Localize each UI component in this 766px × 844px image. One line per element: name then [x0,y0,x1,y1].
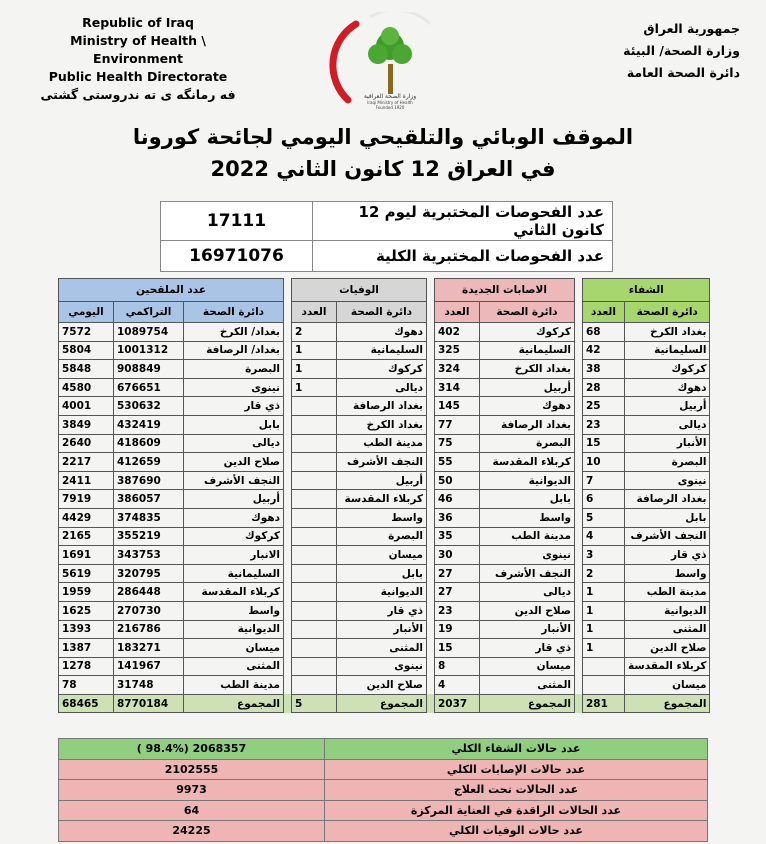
summary-label: عدد حالات الإصابات الكلي [325,759,708,780]
deaths-count-cell [292,453,337,472]
cases-directorate-cell: ديالى [480,583,575,602]
deaths-count-cell [292,657,337,676]
stats-grid [58,278,710,713]
cases-count-cell: 46 [435,490,480,509]
report-subtitle: في العراق 12 كانون الثاني 2022 [210,157,556,181]
cases-count-cell: 19 [435,620,480,639]
cases-directorate-cell: الأنبار [480,620,575,639]
vac-directorate-cell: بغداد/ الكرخ [184,323,284,342]
summary-row [59,759,708,780]
cases-directorate-cell: أربيل [480,378,575,397]
vac-cumulative-cell: 432419 [114,415,184,434]
cases-directorate-cell: كربلاء المقدسة [480,453,575,472]
vac-daily-cell: 4580 [59,378,114,397]
table-row [59,397,710,416]
vac-daily-cell: 4429 [59,508,114,527]
summary-value: 2102555 [59,759,325,780]
header-left-line: Ministry of Health \ Environment [70,33,206,66]
svg-text:وزارة الصحة العراقية: وزارة الصحة العراقية [363,93,417,100]
cases-count-cell: 314 [435,378,480,397]
table-row [59,341,710,360]
recovered-directorate-cell: الأنبار [625,434,710,453]
vac-daily-cell: 2217 [59,453,114,472]
ministry-logo [326,12,456,112]
deaths-count-cell: 2 [292,323,337,342]
vaccinated-header: عدد الملقحين [59,279,284,302]
vac-directorate-cell: ذي قار [184,397,284,416]
vac-cumulative-cell: 676651 [114,378,184,397]
summary-value: 64 [59,800,325,821]
recovered-count-cell: 38 [583,360,625,379]
recovered-directorate-cell: بابل [625,508,710,527]
deaths-count-cell [292,601,337,620]
vac-directorate-cell: كربلاء المقدسة [184,583,284,602]
header-left-line: Republic of Iraq [82,15,194,30]
table-row [59,676,710,695]
deaths-count-cell: 1 [292,378,337,397]
summary-value: 9973 [59,780,325,801]
deaths-count-cell [292,397,337,416]
recovered-directorate-cell: أربيل [625,397,710,416]
vac-cumulative-cell: 386057 [114,490,184,509]
tests-table [160,201,613,272]
recovered-count-cell: 6 [583,490,625,509]
cases-count-cell: 77 [435,415,480,434]
deaths-directorate-cell: السليمانية [337,341,427,360]
deaths-directorate-cell: المثنى [337,639,427,658]
recovered-count-cell: 68 [583,323,625,342]
cases-count-cell: 402 [435,323,480,342]
col-directorate: دائرة الصحة [480,302,575,323]
recovered-directorate-cell: السليمانية [625,341,710,360]
vac-cumulative-cell: 286448 [114,583,184,602]
recovered-directorate-cell: مدينة الطب [625,583,710,602]
vac-cumulative-cell: 418609 [114,434,184,453]
recovered-directorate-cell: بغداد الكرخ [625,323,710,342]
svg-text:Iraqi Ministry of Health: Iraqi Ministry of Health [367,100,413,105]
header-left-line: فه رمانگه ی ته ندروستی گشتی [40,87,236,102]
vac-daily-cell: 7572 [59,323,114,342]
vac-cumulative-cell: 343753 [114,546,184,565]
summary-table [58,738,708,842]
deaths-directorate-cell: كربلاء المقدسة [337,490,427,509]
vac-daily-cell: 78 [59,676,114,695]
cases-count-cell: 325 [435,341,480,360]
table-row [59,546,710,565]
cases-count-cell: 55 [435,453,480,472]
deaths-directorate-cell: ميسان [337,546,427,565]
col-directorate: دائرة الصحة [337,302,427,323]
tests-daily-value: 17111 [161,202,313,241]
recovered-count-cell: 42 [583,341,625,360]
recovered-count-cell: 1 [583,583,625,602]
vac-directorate-cell: بابل [184,415,284,434]
recovered-count-cell: 1 [583,601,625,620]
recovered-count-cell: 4 [583,527,625,546]
recovered-count-cell: 5 [583,508,625,527]
recovered-count-cell: 7 [583,471,625,490]
recovered-directorate-cell: كربلاء المقدسة [625,657,710,676]
recovered-directorate-cell: النجف الأشرف [625,527,710,546]
vac-cumulative-cell: 412659 [114,453,184,472]
table-row [59,583,710,602]
summary-label: عدد حالات الوفيات الكلي [325,821,708,842]
vac-daily-cell: 1959 [59,583,114,602]
vac-directorate-cell: ميسان [184,639,284,658]
vac-directorate-cell: مدينة الطب [184,676,284,695]
deaths-count-cell [292,639,337,658]
table-row [59,471,710,490]
vac-cumulative-cell: 141967 [114,657,184,676]
table-row [59,601,710,620]
vac-directorate-cell: الانبار [184,546,284,565]
deaths-directorate-cell: دهوك [337,323,427,342]
cases-count-cell: 35 [435,527,480,546]
summary-row [59,800,708,821]
sub-header-row [59,302,710,323]
header-right-line: وزارة الصحة/ البيئة [623,43,740,58]
recovered-directorate-cell: البصرة [625,453,710,472]
vac-cumulative-cell: 530632 [114,397,184,416]
vac-cumulative-cell: 320795 [114,564,184,583]
deaths-count-cell: 1 [292,341,337,360]
cases-directorate-cell: المثنى [480,676,575,695]
recovered-count-cell: 23 [583,415,625,434]
deaths-directorate-cell: واسط [337,508,427,527]
vac-directorate-cell: دهوك [184,508,284,527]
recovered-directorate-cell: دهوك [625,378,710,397]
total-label: المجموع [625,694,710,713]
vac-directorate-cell: واسط [184,601,284,620]
vac-daily-cell: 1625 [59,601,114,620]
col-directorate: دائرة الصحة [184,302,284,323]
tests-daily-row [161,202,613,241]
vac-daily-cell: 2165 [59,527,114,546]
vac-daily-cell: 3849 [59,415,114,434]
tests-daily-label: عدد الفحوصات المختبرية ليوم 12 كانون الثاني [313,202,613,241]
vac-daily-cell: 1691 [59,546,114,565]
recovered-count-cell: 3 [583,546,625,565]
vac-cumulative-cell: 387690 [114,471,184,490]
deaths-header: الوفيات [292,279,427,302]
vac-daily-cell: 5804 [59,341,114,360]
vac-daily-cell: 4001 [59,397,114,416]
table-row [59,657,710,676]
totals-row [59,694,710,713]
deaths-directorate-cell: ذي قار [337,601,427,620]
table-row [59,415,710,434]
table-row [59,323,710,342]
col-directorate: دائرة الصحة [625,302,710,323]
total-recovered: 281 [583,694,625,713]
deaths-count-cell [292,415,337,434]
table-row [59,508,710,527]
cases-directorate-cell: بغداد الرصافة [480,415,575,434]
cases-directorate-cell: الديوانية [480,471,575,490]
recovered-count-cell: 28 [583,378,625,397]
deaths-count-cell [292,583,337,602]
summary-label: عدد حالات الشفاء الكلي [325,739,708,760]
cases-directorate-cell: ميسان [480,657,575,676]
header-right-line: دائرة الصحة العامة [626,65,740,80]
recovered-count-cell: 1 [583,620,625,639]
vac-cumulative-cell: 31748 [114,676,184,695]
vac-daily-cell: 2640 [59,434,114,453]
recovered-directorate-cell: نينوى [625,471,710,490]
cases-count-cell: 27 [435,583,480,602]
cases-count-cell: 145 [435,397,480,416]
recovered-directorate-cell: المثنى [625,620,710,639]
cases-directorate-cell: واسط [480,508,575,527]
vac-cumulative-cell: 1001312 [114,341,184,360]
vac-directorate-cell: صلاح الدين [184,453,284,472]
table-row [59,453,710,472]
recovered-count-cell: 10 [583,453,625,472]
col-cumulative: التراكمي [114,302,184,323]
table-row [59,490,710,509]
deaths-directorate-cell: كركوك [337,360,427,379]
vac-directorate-cell: البصرة [184,360,284,379]
deaths-directorate-cell: صلاح الدين [337,676,427,695]
cases-directorate-cell: النجف الأشرف [480,564,575,583]
total-label: المجموع [480,694,575,713]
total-vac-daily: 68465 [59,694,114,713]
recovered-count-cell: 2 [583,564,625,583]
cases-directorate-cell: كركوك [480,323,575,342]
vac-daily-cell: 1393 [59,620,114,639]
table-row [59,564,710,583]
header-right [540,18,740,84]
vac-cumulative-cell: 270730 [114,601,184,620]
deaths-count-cell [292,527,337,546]
vac-directorate-cell: أربيل [184,490,284,509]
cases-directorate-cell: دهوك [480,397,575,416]
deaths-directorate-cell: بغداد الكرخ [337,415,427,434]
tests-total-label: عدد الفحوصات المختبرية الكلية [313,241,613,272]
summary-value: 24225 [59,821,325,842]
cases-directorate-cell: نينوى [480,546,575,565]
recovered-directorate-cell: ذي قار [625,546,710,565]
vac-daily-cell: 1278 [59,657,114,676]
vac-daily-cell: 5848 [59,360,114,379]
deaths-directorate-cell: بغداد الرصافة [337,397,427,416]
vac-daily-cell: 7919 [59,490,114,509]
vac-cumulative-cell: 183271 [114,639,184,658]
vac-cumulative-cell: 1089754 [114,323,184,342]
vac-directorate-cell: المثنى [184,657,284,676]
deaths-directorate-cell: بابل [337,564,427,583]
tests-total-value: 16971076 [161,241,313,272]
col-count: العدد [292,302,337,323]
header-right-line: جمهورية العراق [643,21,740,36]
col-daily: اليومي [59,302,114,323]
table-row [59,639,710,658]
svg-text:Founded 1920: Founded 1920 [375,105,405,110]
vac-directorate-cell: النجف الأشرف [184,471,284,490]
table-row [59,620,710,639]
deaths-directorate-cell: النجف الأشرف [337,453,427,472]
summary-value: ( 98.4%) 2068357 [59,739,325,760]
cases-count-cell: 27 [435,564,480,583]
cases-count-cell: 8 [435,657,480,676]
summary-row [59,780,708,801]
header-left-line: Public Health Directorate [48,69,228,84]
total-deaths: 5 [292,694,337,713]
report-title: الموقف الوبائي والتلقيحي اليومي لجائحة كورونا [132,125,634,149]
recovered-directorate-cell: صلاح الدين [625,639,710,658]
vac-cumulative-cell: 908849 [114,360,184,379]
vac-cumulative-cell: 355219 [114,527,184,546]
deaths-directorate-cell: الديوانية [337,583,427,602]
recovered-directorate-cell: ديالى [625,415,710,434]
cases-directorate-cell: ذي قار [480,639,575,658]
total-label: المجموع [184,694,284,713]
recovered-directorate-cell: كركوك [625,360,710,379]
vac-daily-cell: 5619 [59,564,114,583]
vac-daily-cell: 2411 [59,471,114,490]
deaths-directorate-cell: أربيل [337,471,427,490]
recovered-count-cell [583,657,625,676]
recovered-directorate-cell: ميسان [625,676,710,695]
deaths-count-cell [292,508,337,527]
deaths-count-cell [292,676,337,695]
deaths-directorate-cell: مدينة الطب [337,434,427,453]
summary-row [59,821,708,842]
vac-directorate-cell: الديوانية [184,620,284,639]
table-row [59,434,710,453]
vac-directorate-cell: ديالى [184,434,284,453]
total-cases: 2037 [435,694,480,713]
cases-directorate-cell: بغداد الكرخ [480,360,575,379]
cases-header: الاصابات الجديدة [435,279,575,302]
vac-cumulative-cell: 216786 [114,620,184,639]
tests-total-row [161,241,613,272]
group-header-row [59,279,710,302]
recovered-count-cell: 25 [583,397,625,416]
cases-directorate-cell: البصرة [480,434,575,453]
vac-cumulative-cell: 374835 [114,508,184,527]
cases-count-cell: 30 [435,546,480,565]
summary-label: عدد الحالات تحت العلاج [325,780,708,801]
cases-count-cell: 324 [435,360,480,379]
recovered-count-cell: 1 [583,639,625,658]
header-left [28,14,248,104]
deaths-directorate-cell: البصرة [337,527,427,546]
vac-directorate-cell: السليمانية [184,564,284,583]
total-vac-cumulative: 8770184 [114,694,184,713]
table-row [59,360,710,379]
deaths-count-cell [292,471,337,490]
deaths-count-cell [292,434,337,453]
total-label: المجموع [337,694,427,713]
cases-count-cell: 4 [435,676,480,695]
recovered-directorate-cell: واسط [625,564,710,583]
cases-count-cell: 75 [435,434,480,453]
cases-count-cell: 15 [435,639,480,658]
cases-count-cell: 50 [435,471,480,490]
deaths-count-cell [292,564,337,583]
summary-label: عدد الحالات الراقدة في العناية المركزة [325,800,708,821]
cases-directorate-cell: بابل [480,490,575,509]
cases-count-cell: 36 [435,508,480,527]
table-row [59,527,710,546]
recovered-count-cell [583,676,625,695]
vac-directorate-cell: بغداد/ الرصافة [184,341,284,360]
deaths-count-cell [292,546,337,565]
deaths-directorate-cell: الأنبار [337,620,427,639]
deaths-directorate-cell: نينوى [337,657,427,676]
recovered-header: الشفاء [583,279,710,302]
col-count: العدد [583,302,625,323]
deaths-count-cell [292,490,337,509]
col-count: العدد [435,302,480,323]
recovered-count-cell: 15 [583,434,625,453]
deaths-directorate-cell: ديالى [337,378,427,397]
cases-directorate-cell: مدينة الطب [480,527,575,546]
deaths-count-cell: 1 [292,360,337,379]
vac-daily-cell: 1387 [59,639,114,658]
deaths-count-cell [292,620,337,639]
table-row [59,378,710,397]
cases-count-cell: 23 [435,601,480,620]
vac-directorate-cell: كركوك [184,527,284,546]
recovered-directorate-cell: الديوانية [625,601,710,620]
cases-directorate-cell: صلاح الدين [480,601,575,620]
vac-directorate-cell: نينوى [184,378,284,397]
cases-directorate-cell: السليمانية [480,341,575,360]
recovered-directorate-cell: بغداد الرصافة [625,490,710,509]
summary-row [59,739,708,760]
